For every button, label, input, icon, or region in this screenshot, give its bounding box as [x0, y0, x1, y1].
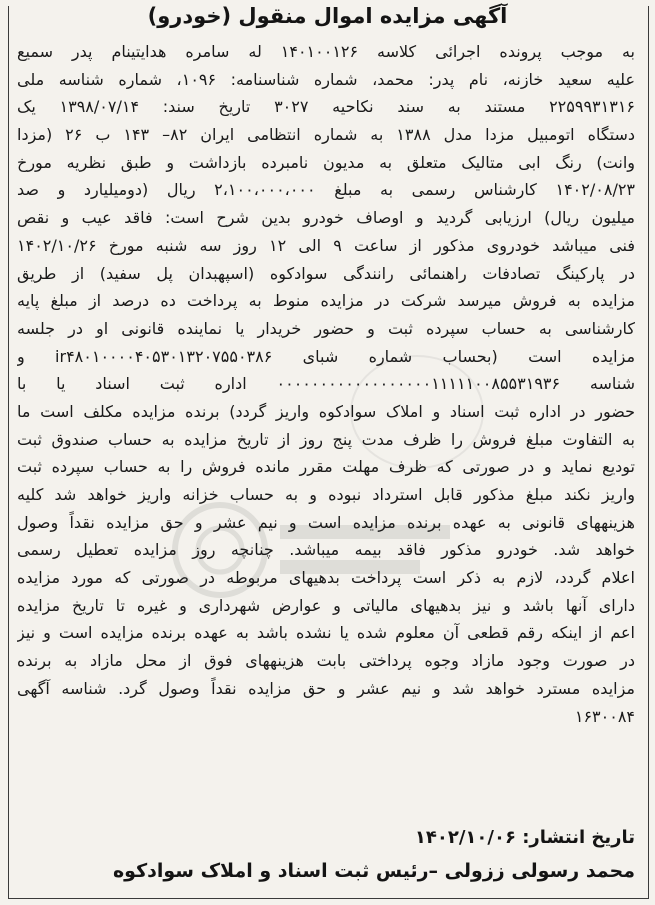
- publication-date: تاریخ انتشار: ۱۴۰۲/۱۰/۰۶: [414, 827, 635, 848]
- notice-line: به التفاوت مبلغ فروش را ظرف مدت پنج روز از تاریخ مزایده به حساب صندوق ثبت: [17, 429, 635, 449]
- notice-line: کارشناسی به حساب سپرده ثبت و حضور خریدار یا نماینده قانونی او در جلسه: [17, 318, 635, 338]
- notice-line: شناسه ۰۰۰۰۰۰۰۰۰۰۰۰۰۰۰۰۰۰۱۱۱۱۱۰۰۸۵۵۳۱۹۳۶ اداره ثبت اسناد یا با: [17, 374, 635, 394]
- notice-line: فنی میباشد خودروی مذکور از ساعت ۹ الی ۱۲ روز سه شنبه مورخ ۱۴۰۲/۱۰/۲۶: [17, 235, 635, 255]
- notice-line: مزایده است (بحساب شماره شبای ir۴۸۰۱۰۰۰۰۴۰۵۳۰۱۳۲۰۷۵۵۰۳۸۶ و: [17, 346, 635, 366]
- notice-line: ۱۴۰۲/۰۸/۲۳ کارشناس رسمی به مبلغ ۲،۱۰۰،۰۰۰،۰۰۰ ریال (دومیلیارد و صد: [17, 180, 635, 200]
- notice-line: وانت) رنگ ابی متالیک متعلق به مدیون نامبرده بازداشت و طبق نظریه مورخ: [17, 152, 635, 172]
- notice-line: میلیون ریال) ارزیابی گردید و اوصاف خودرو بدین شرح است: فاقد عیب و نقص: [17, 208, 635, 228]
- notice-line: ۲۲۵۹۹۳۱۳۱۶ مستند به سند نکاحیه ۳۰۲۷ تاریخ سند: ۱۳۹۸/۰۷/۱۴ یک: [17, 97, 635, 117]
- notice-title: آگهی مزایده اموال منقول (خودرو): [147, 4, 508, 28]
- notice-line: اعم از اینکه رقم قطعی آن معلوم شده یا نشده باشد به عهده برنده مزایده است و نیز: [17, 623, 635, 643]
- notice-line: مزایده به فروش میرسد شرکت در مزایده منوط به پرداخت ده درصد از مبلغ پایه: [17, 291, 635, 311]
- notice-line: اعلام گردد، لازم به ذکر است پرداخت بدهیهای مربوطه در صورتی که مورد مزایده: [17, 568, 635, 588]
- notice-body: [17, 38, 635, 730]
- notice-line: دستگاه اتومبیل مزدا مدل ۱۳۸۸ به شماره انتظامی ایران ۸۲– ۱۴۳ ب ۲۶ (مزدا: [17, 125, 635, 145]
- notice-line: تودیع نماید و در صورتی که ظرف مهلت مقرر مانده فروش را به حساب سپرده ثبت: [17, 457, 635, 477]
- notice-line: به موجب پرونده اجرائی کلاسه ۱۴۰۱۰۰۱۲۶ له سامره هدایتینام پدر سمیع: [17, 42, 635, 61]
- notice-id-line: ۱۶۳۰۰۸۴: [574, 706, 635, 726]
- notice-line: در پارکینگ تصادفات راهنمائی رانندگی سوادکوه (اسپهبدان پل سفید) از طریق: [17, 263, 635, 283]
- signatory: محمد رسولی ززولی –رئیس ثبت اسناد و املاک سوادکوه: [112, 860, 635, 882]
- notice-line: هزینههای قانونی به عهده برنده مزایده است و نیم عشر و حق مزایده نقداً وصول: [17, 512, 635, 532]
- notice-line: مزایده مسترد خواهد شد و نیم عشر و حق مزایده نقداً وصول گرد. شناسه آگهی: [17, 678, 635, 698]
- notice-line: علیه سعید خازنه، نام پدر: محمد، شماره شناسنامه: ۱۰۹۶، شماره شناسه ملی: [17, 69, 635, 89]
- notice-line: واریز نکند مبلغ مذکور قابل استرداد نبوده و به حساب خزانه واریز خواهد شد کلیه: [17, 485, 635, 504]
- notice-line: دارای آنها باشد و نیز بدهیهای مالیاتی و عوارض شهرداری و غیره تا تاریخ مزایده: [17, 595, 635, 615]
- notice-line: در صورت وجود مازاد وجوه پرداختی بابت هزینههای فوق از محل مازاد به برنده: [17, 651, 635, 671]
- notice-line: خواهد شد. خودرو مذکور فاقد بیمه میباشد. چنانچه روز مزایده تعطیل رسمی: [17, 540, 635, 560]
- notice-line: حضور در اداره ثبت اسناد و املاک سوادکوه واریز گردد) برنده مزایده مکلف است ما: [17, 401, 635, 421]
